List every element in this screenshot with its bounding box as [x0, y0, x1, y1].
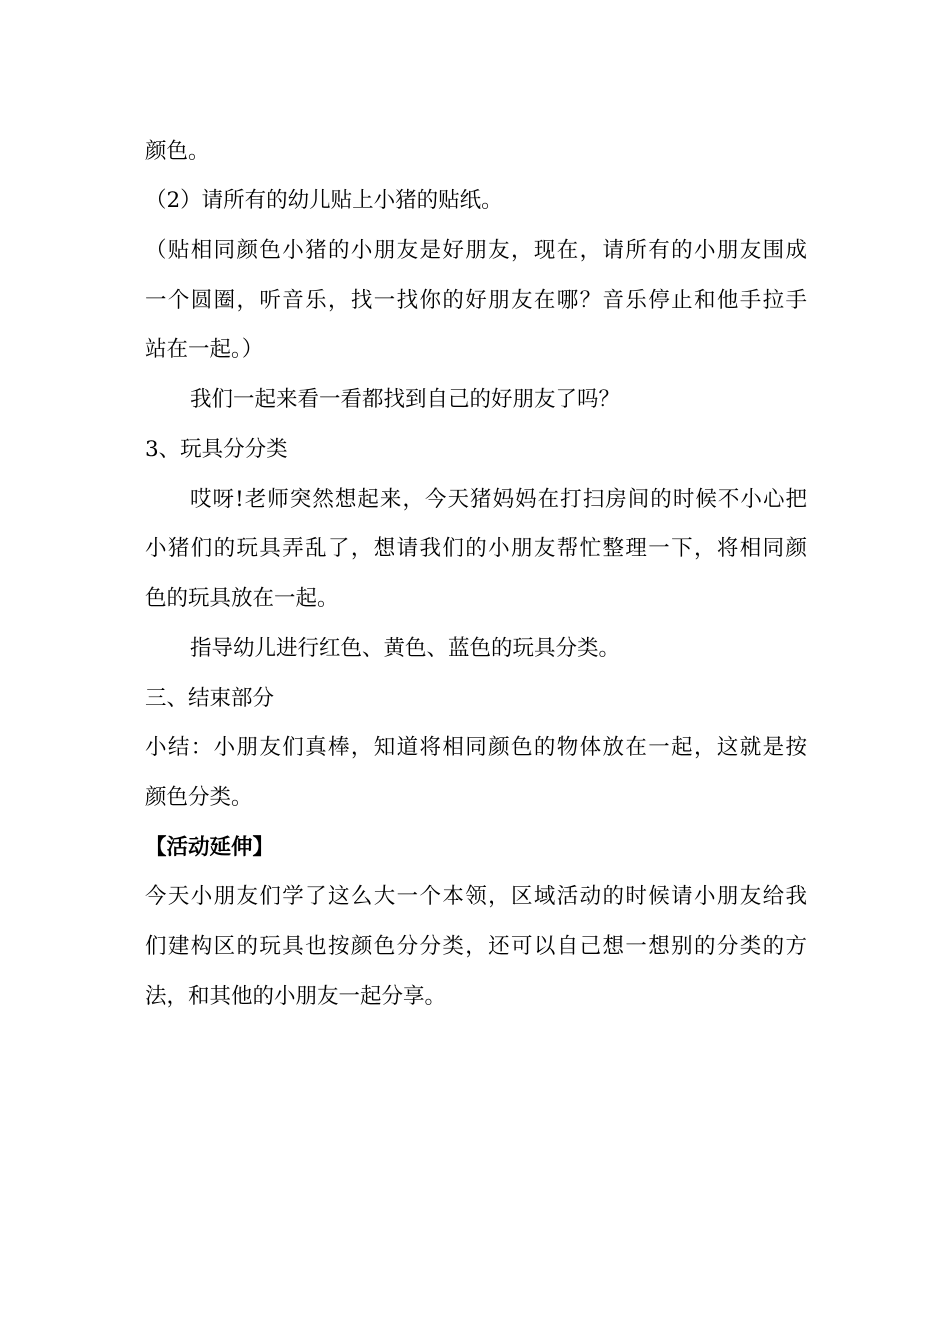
paragraph-line: （2）请所有的幼儿贴上小猪的贴纸。 [145, 188, 503, 213]
paragraph-line: 小猪们的玩具弄乱了，想请我们的小朋友帮忙整理一下，将相同颜 [145, 536, 807, 561]
paragraph-line: 颜色。 [145, 139, 210, 164]
paragraph-line: 法，和其他的小朋友一起分享。 [145, 984, 447, 1009]
paragraph-line: 哎呀!老师突然想起来，今天猪妈妈在打扫房间的时候不小心把 [190, 487, 807, 512]
paragraph-line: 小结：小朋友们真棒，知道将相同颜色的物体放在一起，这就是按 [145, 735, 807, 760]
paragraph-line: 一个圆圈，听音乐，找一找你的好朋友在哪？音乐停止和他手拉手 [145, 288, 807, 313]
section-heading: 三、结束部分 [145, 686, 275, 711]
paragraph-line: 色的玩具放在一起。 [145, 586, 339, 611]
paragraph-line: 颜色分类。 [145, 785, 253, 810]
paragraph-line: 们建构区的玩具也按颜色分分类，还可以自己想一想别的分类的方 [145, 934, 807, 959]
paragraph-line: 站在一起。） [145, 337, 264, 362]
paragraph-line: 我们一起来看一看都找到自己的好朋友了吗？ [190, 387, 621, 412]
paragraph-line: 指导幼儿进行红色、黄色、蓝色的玩具分类。 [190, 636, 621, 661]
section-heading-bold: 【活动延伸】 [145, 835, 275, 860]
paragraph-line: 今天小朋友们学了这么大一个本领，区域活动的时候请小朋友给我 [145, 884, 807, 909]
section-heading: 3、玩具分分类 [145, 437, 288, 462]
paragraph-line: （贴相同颜色小猪的小朋友是好朋友，现在，请所有的小朋友围成 [145, 238, 807, 263]
